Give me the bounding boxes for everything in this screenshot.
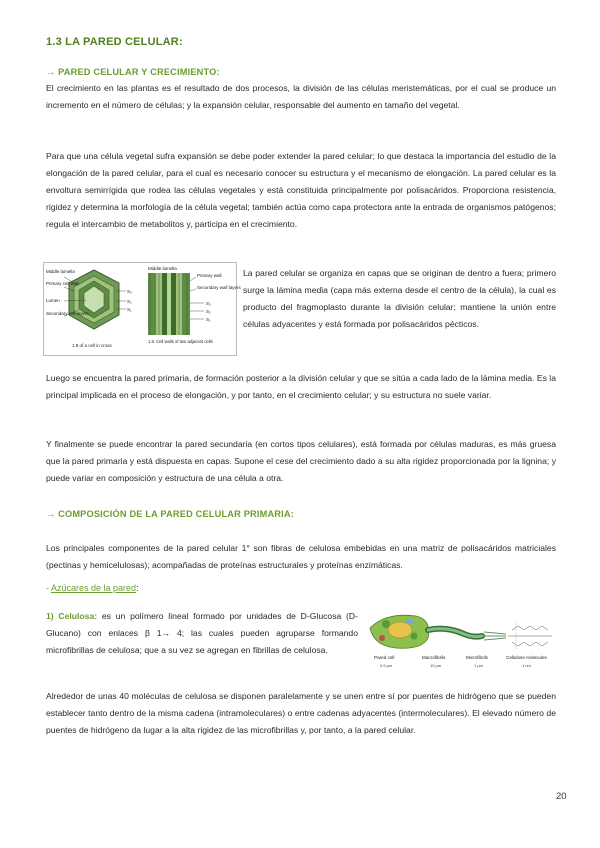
label-microfibrils: Microfibrils <box>466 655 488 660</box>
label-s1-left: S₁ <box>127 307 132 312</box>
label-secondary-layers: Secondary cell layers <box>46 311 89 316</box>
subheading-wall-sugars <box>46 583 139 593</box>
plant-cell-illustration <box>370 615 429 648</box>
paragraph-growth-intro: El crecimiento en las plantas es el resultado de dos procesos, la división de las células meristemáticas, por el cual se produce un incremento en el número de células; y la expansión celular, responsable del aumento en tamaño del vegetal. <box>46 83 556 110</box>
section-heading: 1.3 LA PARED CELULAR: <box>46 36 183 48</box>
scale-cellulose: 1 nm <box>522 663 531 668</box>
subheading-text: Azúcares de la pared <box>51 583 137 593</box>
subsection-title-growth: → PARED CELULAR Y CRECIMIENTO: <box>46 67 220 77</box>
label-middle-lamella-top: Middle lamella <box>148 266 177 271</box>
macrofibril-strand <box>428 629 482 637</box>
subheading-suffix: : <box>136 583 139 593</box>
cellulose-molecule-diagram <box>508 622 552 650</box>
paragraph-primary-wall: Luego se encuentra la pared primaria, de formación posterior a la división celular y que se sitúa a cada lado de la lámina media. Es la principal implicada en el proceso de elongación, y por tanto, en el crecimiento celular; y su estructura no suele variar. <box>46 373 556 400</box>
label-cellulose-molecules: Cellulose molecules <box>506 655 547 660</box>
paragraph-cellulose <box>46 608 358 659</box>
cellulose-definition: es un polímero lineal formado por unidades de D-Glucosa (D-Glucano) con enlaces β 1→ 4; las cuales pueden agruparse formando microfibrillas de celulosa; que a su vez se agregan en fibrillas de celulosa. <box>46 611 358 655</box>
label-s3-left: S₃ <box>127 289 132 294</box>
page-number: 20 <box>556 791 567 802</box>
cellulose-term: 1) Celulosa: <box>46 611 98 621</box>
label-lumen: Lumen <box>46 298 60 303</box>
cell-wall-diagram <box>43 262 241 356</box>
paragraph-middle-lamella: La pared celular se organiza en capas que se originan de dentro a fuera; primero surge la lámina media (capa más externa desde el centro de la célula), la cual es producto del fragmoplasto durante la división celular; mantiene la unión entre células adyacentes y está formada por polisacáridos pécticos. <box>243 268 556 329</box>
label-secondary-wall-layers: Secondary wall layers <box>197 285 241 290</box>
paragraph-secondary-wall: Y finalmente se puede encontrar la pared secundaria (en cortos tipos celulares), está formada por células maduras, es más gruesa que la pared primaria y está dispuesta en capas. Supone el cese del crecimiento dado a su alta rigidez proporcionada por la lignina; y puede variar en composición y estructura de una célula a otra. <box>46 439 556 483</box>
label-s2-left: S₂ <box>127 299 132 304</box>
label-s3-right: S₃ <box>206 301 211 306</box>
caption-cross-section: 1.8 of a cell in cross <box>72 343 112 348</box>
label-s1-right: S₁ <box>206 317 211 322</box>
scale-pared-cell: 0.5 μm <box>380 663 393 668</box>
subsection-title-composition: → COMPOSICIÓN DE LA PARED CELULAR PRIMARIA: <box>46 509 294 519</box>
paragraph-cell-expansion: Para que una célula vegetal sufra expansión se debe poder extender la pared celular; lo que destaca la importancia del estudio de la elongación de la pared celular, para el cual es necesario conocer su estructura y el mecanismo de elongación. La pared celular es la envoltura semirrígida que rodea las células vegetales y está constituida principalmente por polisacáridos. Proporciona resistencia, rigidez y determina la morfología de la célula vegetal; también actúa como capa protectora ante la entrada de organismos patógenos; regula el intercambio de metabolitos y, participa en el crecimiento. <box>46 151 556 229</box>
label-middle-lamella-left: Middle lamella <box>46 269 75 274</box>
scale-microfibrils: 1 μm <box>474 663 483 668</box>
caption-adjacent-walls: 1.8. Cell walls of two adjacent cells <box>148 339 213 344</box>
scale-macrofibrils: 10 μm <box>430 663 442 668</box>
subheading-prefix: - <box>46 583 52 593</box>
label-macrofibrils: Macrofibrils <box>422 655 446 660</box>
adjacent-walls-illustration <box>148 273 204 335</box>
paragraph-components: Los principales componentes de la pared celular 1° son fibras de celulosa embebidas en una matriz de polisacáridos matriciales (pectinas y hemicelulosas); acompañadas de proteínas estructurales y proteínas enzimáticas. <box>46 543 556 570</box>
label-pared-cell: Pared cell <box>374 655 395 660</box>
cellulose-hierarchy-figure <box>366 608 554 670</box>
cell-cross-section <box>64 270 126 329</box>
label-s2-right: S₂ <box>206 309 211 314</box>
label-primary-wall: Primary wall <box>197 273 222 278</box>
paragraph-hydrogen-bonds: Alrededor de unas 40 moléculas de celulosa se disponen paralelamente y se unen entre sí por puentes de hidrógeno que se pueden establecer tanto dentro de la misma cadena (intramoleculares) o entre cadenas adyacentes (intermoleculares). El elevado número de puentes de hidrógeno da lugar a la alta rigidez de las microfibrillas y, por tanto, a la pared celular. <box>46 691 556 735</box>
label-primary-cell-wall: Primary cell wall <box>46 281 79 286</box>
microfibril-lines <box>484 632 506 640</box>
